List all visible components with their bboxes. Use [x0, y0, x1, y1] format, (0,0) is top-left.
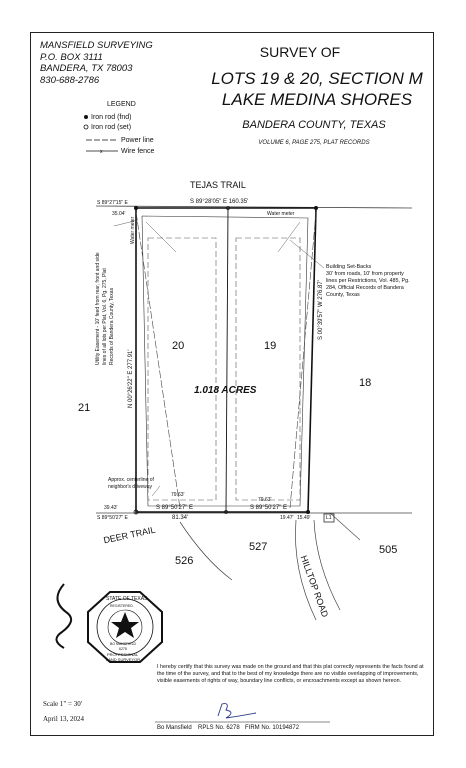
bearing-bottom-far-left: S 89°50'27" E	[97, 515, 128, 521]
lot-527: 527	[249, 541, 268, 553]
volume-label: VOLUME 6, PAGE 275, PLAT RECORDS	[258, 140, 370, 146]
road-tejas-trail: TEJAS TRAIL	[190, 180, 246, 190]
signer-rpls: RPLS No. 6278	[198, 725, 240, 731]
legend-iron-fnd: Iron rod (fnd)	[91, 114, 132, 121]
bearing-left: N 00°26'22" E 277.91'	[128, 349, 134, 408]
county-label: BANDERA COUNTY, TEXAS	[242, 119, 386, 131]
iron-fnd-icon	[84, 115, 88, 119]
bearing-bottom-left-dist: 81.34'	[172, 515, 189, 521]
title-line-3: LAKE MEDINA SHORES	[221, 90, 413, 109]
certification-text: I hereby certify that this survey was made on the ground and that this plat correctly represents the facts found at the time of the survey, and that to the best of my knowledge there are no visible overlapping of improvements, visible easements of rights of way, boundary line conflicts, or encroachments except as shown hereon.	[157, 664, 424, 684]
signature-flourish	[56, 584, 71, 648]
seal-state: STATE OF TEXAS	[106, 596, 148, 602]
bearing-top: S 89°28'05" E 160.35'	[190, 199, 249, 205]
company-address-2: BANDERA, TX 78003	[40, 63, 133, 74]
company-address-1: P.O. BOX 3111	[40, 51, 103, 63]
signer-name: Bo Mansfield	[157, 725, 192, 731]
l1-label: L1	[326, 515, 332, 521]
legend-power: Power line	[121, 137, 154, 144]
dist-7963-a: 79.63'	[171, 492, 185, 498]
utility-line-3: Records of Bandera County, Texas	[109, 287, 115, 365]
power-line	[136, 212, 180, 508]
title-line-1: SURVEY OF	[259, 44, 341, 60]
driveway-note	[108, 477, 154, 490]
setback-line-4: 284, Official Records of Bandera	[326, 285, 404, 291]
bearing-top-left: S 89°27'15" E	[97, 200, 128, 206]
legend-iron-set: Iron rod (set)	[91, 124, 132, 131]
bearing-bottom-left: S 89°50'27" E	[156, 505, 194, 511]
dist-1549: 15.49'	[297, 515, 311, 521]
road-hilltop: HILLTOP ROAD	[298, 554, 331, 619]
signer-firm: FIRM No. 10194872	[245, 725, 300, 731]
seal-name: BO MANSFIELD	[110, 642, 137, 646]
seal-surveyor: LAND SURVEYOR	[106, 657, 141, 662]
dist-7963-b: 79.63'	[258, 497, 272, 503]
dist-1947: 19.47'	[280, 515, 294, 521]
acres-label: 1.018 ACRES	[194, 385, 257, 396]
dist-39: 39.43'	[104, 505, 118, 511]
setback-line-1: Building Set-Backs	[326, 264, 372, 270]
water-meter-label: Water meter	[267, 211, 295, 217]
bearing-right: S 00°39'57" W 276.87'	[318, 280, 324, 340]
lot-505: 505	[379, 544, 398, 556]
seal-number: 6278	[119, 647, 127, 651]
setback-line-5: County, Texas	[326, 292, 360, 298]
utility-easement-note	[95, 252, 116, 365]
setback-lot-19	[236, 238, 300, 500]
bearing-bottom-right: S 89°50'27" E	[250, 505, 288, 511]
bearing-top-left-dist: 35.04'	[112, 211, 126, 217]
iron-set-icon	[84, 125, 88, 129]
company-name: MANSFIELD SURVEYING	[40, 40, 153, 51]
seal-registered: REGISTERED	[110, 604, 133, 608]
legend-fence: Wire fence	[121, 148, 155, 155]
lot-526: 526	[175, 555, 194, 567]
wire-fence	[142, 216, 308, 506]
lot-19: 19	[264, 340, 277, 352]
seal-profession: PROFESSIONAL	[107, 652, 139, 657]
setback-lot-20	[148, 238, 216, 500]
company-phone: 830-688-2786	[40, 74, 100, 86]
fence-x-icon: x	[100, 149, 103, 155]
setback-line-2: 30' from roads, 10' from property	[326, 271, 404, 277]
setback-line-3: lines per Restrictions, Vol. 485, Pg.	[326, 278, 410, 284]
utility-line-1: Utility Easement - 10' feed from rear, front and side	[95, 252, 101, 365]
star-icon	[111, 612, 139, 638]
lot-20: 20	[172, 340, 185, 352]
road-deer-trail: DEER TRAIL	[102, 524, 157, 546]
date-label: April 13, 2024	[43, 715, 85, 723]
setbacks-note	[326, 264, 410, 299]
scale-label: Scale 1" = 30'	[43, 700, 82, 708]
legend-title: LEGEND	[107, 101, 136, 108]
lot-divider	[226, 208, 228, 512]
water-meter-side-label: Water meter	[130, 216, 136, 244]
lot-21: 21	[78, 402, 91, 414]
signature	[218, 704, 256, 718]
lot-18: 18	[359, 377, 372, 389]
utility-line-2: lines of all lots per Plat, Vol. 6, Pg. 275, Plat	[102, 268, 108, 365]
title-line-2: LOTS 19 & 20, SECTION M	[211, 69, 423, 88]
driveway-line-2: neighbor's driveway	[108, 483, 153, 490]
driveway-line-1: Approx. centerline of	[108, 477, 154, 483]
